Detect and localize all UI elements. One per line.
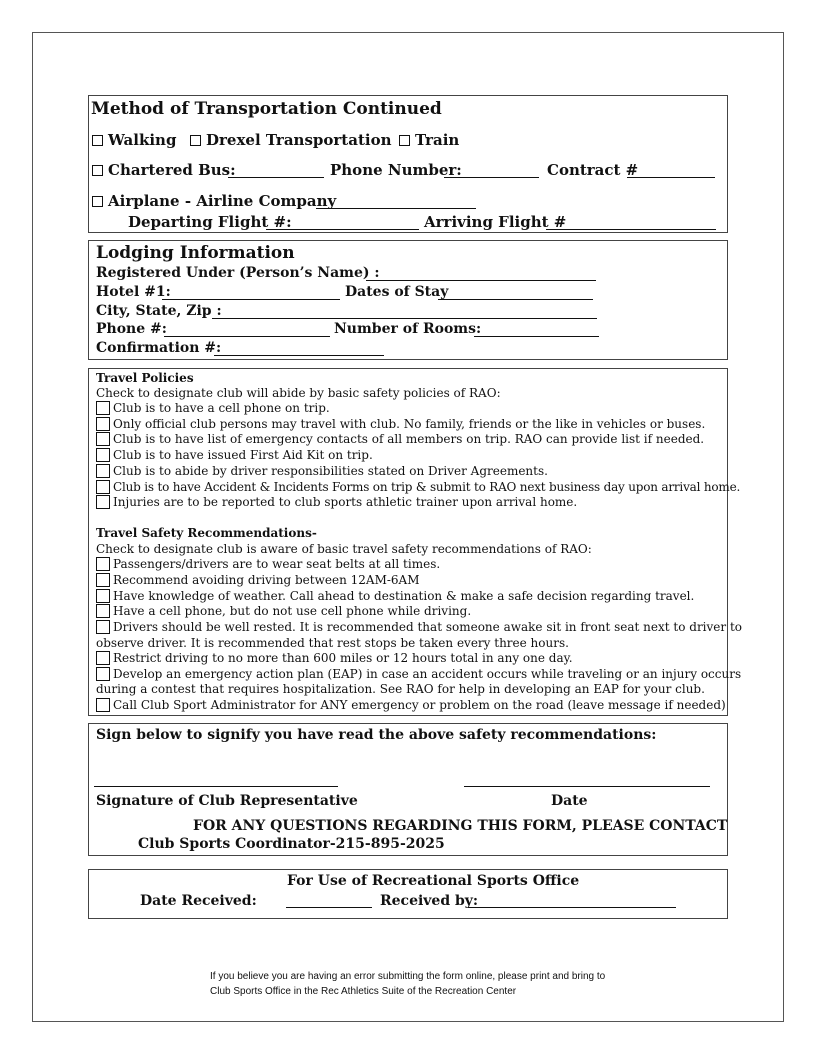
policy-checkbox[interactable] — [96, 448, 110, 462]
policy-text: Only official club persons may travel with club. No family, friends or the like in vehicles or buses. — [113, 417, 706, 431]
safety-recommendations-intro: Check to designate club is aware of basic travel safety recommendations of RAO: — [96, 542, 592, 556]
train-checkbox[interactable] — [399, 135, 410, 146]
travel-policies-intro: Check to designate club will abide by basic safety policies of RAO: — [96, 386, 501, 400]
policy-item[interactable] — [96, 464, 548, 478]
safety-item[interactable] — [96, 589, 694, 603]
walking-option[interactable] — [92, 131, 176, 149]
policy-item[interactable] — [96, 417, 705, 431]
safety-item[interactable] — [96, 573, 420, 587]
airline-company-field[interactable] — [316, 208, 476, 209]
airplane-option[interactable] — [92, 192, 336, 210]
policy-item[interactable] — [96, 432, 704, 446]
safety-item[interactable] — [96, 557, 440, 571]
safety-text-continued: during a contest that requires hospitalization. See RAO for help in developing an EAP for your club. — [96, 682, 705, 696]
transportation-title: Method of Transportation Continued — [91, 99, 442, 119]
contract-label: Contract # — [547, 161, 639, 179]
registered-under-label: Registered Under (Person’s Name) : — [96, 265, 380, 281]
city-state-zip-field[interactable] — [212, 318, 597, 319]
hotel-field[interactable] — [162, 299, 340, 300]
hotel-label: Hotel #1: — [96, 284, 171, 300]
city-state-zip-label: City, State, Zip : — [96, 303, 222, 319]
travel-policies-title: Travel Policies — [96, 371, 194, 385]
received-by-label: Received by: — [380, 893, 479, 909]
signature-field[interactable] — [94, 786, 338, 787]
policy-checkbox[interactable] — [96, 401, 110, 415]
dates-of-stay-label: Dates of Stay — [345, 284, 449, 300]
drexel-option[interactable] — [190, 131, 392, 149]
safety-item[interactable] — [96, 698, 726, 712]
safety-checkbox[interactable] — [96, 573, 110, 587]
arriving-flight-label: Arriving Flight # — [424, 213, 567, 231]
safety-item[interactable] — [96, 667, 741, 681]
drexel-checkbox[interactable] — [190, 135, 201, 146]
chartered-bus-field[interactable] — [228, 177, 324, 178]
policy-checkbox[interactable] — [96, 417, 110, 431]
safety-checkbox[interactable] — [96, 667, 110, 681]
office-use-title: For Use of Recreational Sports Office — [287, 873, 580, 889]
walking-label: Walking — [108, 131, 177, 149]
policy-checkbox[interactable] — [96, 464, 110, 478]
safety-checkbox[interactable] — [96, 589, 110, 603]
policy-item[interactable] — [96, 448, 373, 462]
contract-field[interactable] — [627, 177, 715, 178]
safety-checkbox[interactable] — [96, 604, 110, 618]
airplane-label: Airplane - Airline Company — [108, 192, 337, 210]
drexel-label: Drexel Transportation — [206, 131, 392, 149]
policy-text: Club is to abide by driver responsibilities stated on Driver Agreements. — [113, 464, 548, 478]
confirmation-field[interactable] — [214, 355, 384, 356]
safety-text: Passengers/drivers are to wear seat belts at all times. — [113, 557, 441, 571]
train-label: Train — [415, 131, 460, 149]
safety-recommendations-title: Travel Safety Recommendations- — [96, 526, 317, 540]
safety-text-continued: observe driver. It is recommended that rest stops be taken every three hours. — [96, 636, 569, 650]
coordinator-contact: Club Sports Coordinator-215-895-2025 — [138, 836, 445, 852]
train-option[interactable] — [399, 131, 459, 149]
bus-phone-label: Phone Number: — [330, 161, 462, 179]
received-by-field[interactable] — [468, 907, 676, 908]
date-field[interactable] — [464, 786, 710, 787]
safety-text: Have knowledge of weather. Call ahead to destination & make a safe decision regarding travel. — [113, 589, 695, 603]
registered-under-field[interactable] — [366, 280, 596, 281]
safety-text: Drivers should be well rested. It is recommended that someone awake sit in front seat next to driver to — [113, 620, 742, 634]
safety-checkbox[interactable] — [96, 651, 110, 665]
chartered-bus-checkbox[interactable] — [92, 165, 103, 176]
safety-text: Develop an emergency action plan (EAP) in case an accident occurs while traveling or an injury occurs — [113, 667, 742, 681]
policy-text: Club is to have issued First Aid Kit on trip. — [113, 448, 373, 462]
policy-item[interactable] — [96, 480, 740, 494]
walking-checkbox[interactable] — [92, 135, 103, 146]
policy-text: Club is to have list of emergency contacts of all members on trip. RAO can provide list if needed. — [113, 432, 705, 446]
policy-checkbox[interactable] — [96, 432, 110, 446]
safety-text: Restrict driving to no more than 600 miles or 12 hours total in any one day. — [113, 651, 573, 665]
safety-checkbox[interactable] — [96, 620, 110, 634]
chartered-bus-option[interactable] — [92, 161, 236, 179]
footer-note-line1: If you believe you are having an error submitting the form online, please print and bring to — [210, 971, 606, 982]
date-label: Date — [551, 793, 588, 809]
lodging-title: Lodging Information — [96, 243, 295, 263]
policy-text: Club is to have Accident & Incidents Forms on trip & submit to RAO next business day upon arrival home. — [113, 480, 741, 494]
lodging-phone-label: Phone #: — [96, 321, 167, 337]
lodging-phone-field[interactable] — [164, 336, 330, 337]
confirmation-label: Confirmation #: — [96, 340, 222, 356]
dates-of-stay-field[interactable] — [438, 299, 593, 300]
number-of-rooms-label: Number of Rooms: — [334, 321, 482, 337]
policy-checkbox[interactable] — [96, 480, 110, 494]
safety-checkbox[interactable] — [96, 698, 110, 712]
policy-text: Club is to have a cell phone on trip. — [113, 401, 330, 415]
chartered-bus-label: Chartered Bus: — [108, 161, 236, 179]
safety-checkbox[interactable] — [96, 557, 110, 571]
number-of-rooms-field[interactable] — [474, 336, 599, 337]
safety-item[interactable] — [96, 620, 742, 634]
policy-item[interactable] — [96, 495, 577, 509]
arriving-flight-field[interactable] — [546, 229, 716, 230]
signature-heading: Sign below to signify you have read the above safety recommendations: — [96, 727, 657, 743]
date-received-field[interactable] — [286, 907, 372, 908]
bus-phone-field[interactable] — [444, 177, 539, 178]
signature-label: Signature of Club Representative — [96, 793, 358, 809]
contact-notice: FOR ANY QUESTIONS REGARDING THIS FORM, PLEASE CONTACT — [193, 818, 728, 834]
date-received-label: Date Received: — [140, 893, 257, 909]
safety-text: Recommend avoiding driving between 12AM-6AM — [113, 573, 420, 587]
airplane-checkbox[interactable] — [92, 196, 103, 207]
footer-note-line2: Club Sports Office in the Rec Athletics Suite of the Recreation Center — [210, 986, 517, 997]
safety-text: Have a cell phone, but do not use cell phone while driving. — [113, 604, 472, 618]
departing-flight-field[interactable] — [266, 229, 419, 230]
policy-checkbox[interactable] — [96, 495, 110, 509]
safety-text: Call Club Sport Administrator for ANY emergency or problem on the road (leave message if needed) — [113, 698, 726, 712]
safety-item[interactable] — [96, 651, 573, 665]
safety-item[interactable] — [96, 604, 471, 618]
policy-text: Injuries are to be reported to club sports athletic trainer upon arrival home. — [113, 495, 578, 509]
policy-item[interactable] — [96, 401, 330, 415]
departing-flight-label: Departing Flight #: — [128, 213, 292, 231]
